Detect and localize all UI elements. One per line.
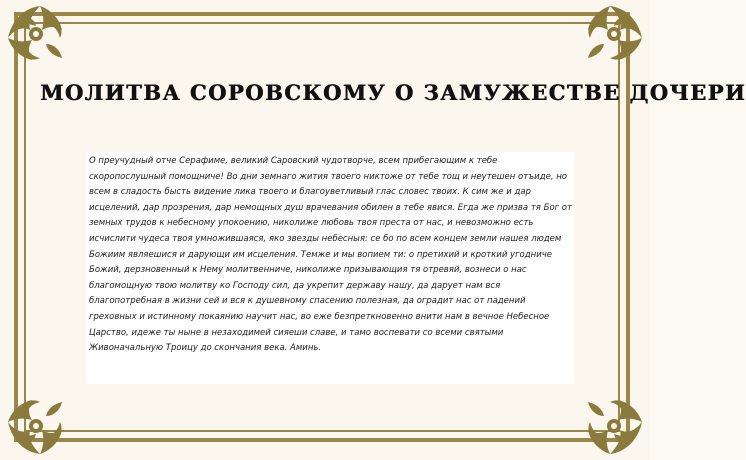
corner-ornament-icon <box>2 0 78 76</box>
prayer-title: МОЛИТВА СОРОВСКОМУ О ЗАМУЖЕСТВЕ ДОЧЕРИ <box>40 80 746 105</box>
prayer-body-text: О преучудный отче Серафиме, великий Саровский чудотворче, всем прибегающим к тебе скоропослушный помощниче! Во дни земнаго жития твоего никтоже от тебе тощ и неутешен отъиде, но всем в сладость бысть видение лика твоего и благоуветливый глас словес твоих. К сим же и дар исцелений, дар прозрения, дар немощных душ врачевания обилен в тебе явися. Егда же призва тя Бог от земных трудов к небесному упокоению, николиже любовь твоя преста от нас, и невозможно есть исчислити чудеса твоя умножившаяся, яко звезды небесныя: се бо по всем концем земли нашея людем Божиим являешися и дарующи им исцеления. Темже и мы вопием ти: о претихий и кроткий угодниче Божий, дерзновенный к Нему молитвенниче, николиже призывающия тя отревяй, вознеси о нас благомощную твою молитву ко Господу сил, да укрепит державу нашу, да дарует нам вся благопотребная в жизни сей и вся к душевному спасению полезная, да оградит нас от падений греховных и истинному покаянию научит нас, во еже безпреткновенно внити нам в вечное Небесное Царство, идеже ты ныне в незаходимей сияеши славе, и тамо воспевати со всеми святыми Живоначальную Троицу до скончания века. Аминь. <box>89 156 572 354</box>
corner-ornament-icon <box>572 0 648 76</box>
corner-ornament-icon <box>572 384 648 460</box>
corner-ornament-icon <box>2 384 78 460</box>
